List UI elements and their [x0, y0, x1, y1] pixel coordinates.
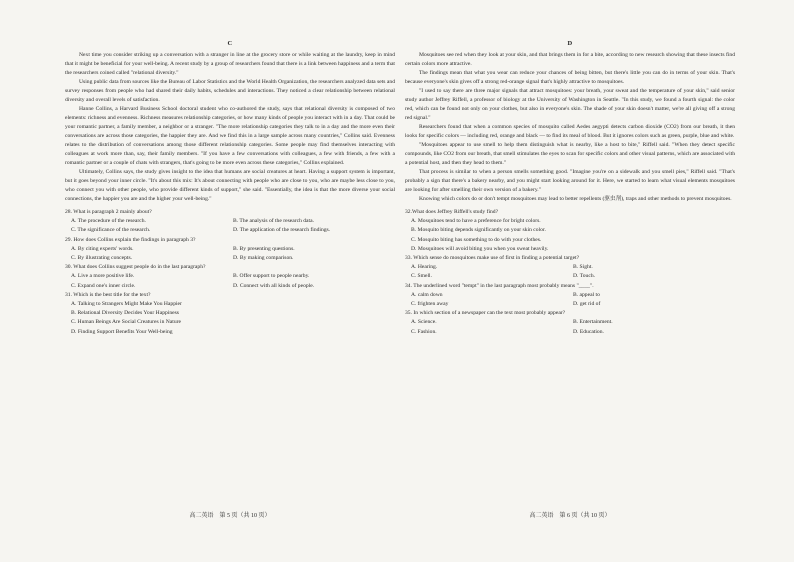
option: A. Talking to Strangers Might Make You Happier [71, 301, 182, 308]
option: D. Connect with all kinds of people. [233, 282, 315, 289]
option: C. By illustrating concepts. [71, 255, 133, 262]
question [405, 282, 735, 310]
option: B. Mosquito biting depends significantly on your skin color. [411, 227, 546, 234]
paragraph: Using public data from sources like the Bureau of Labor Statistics and the World Health Organization, the researchers analyzed data sets and survey responses from people who had shared their daily habits, schedules and interactions. They noticed a clear relationship between relational diversity and overall levels of satisfaction. [65, 79, 395, 103]
question-stem: 29. How does Collins explain the findings in paragraph 3? [65, 236, 196, 243]
paragraph: That process is similar to when a person smells something good. "Imagine you're on a sidewalk and you smell pies," Riffell said. "That's probably a sign that there's a bakery nearby, and you might start looking around for it. Here, we started to learn what visual elements mosquitoes are looking for after smelling their own version of a bakery." [405, 169, 735, 193]
question-stem: 35. In which section of a newspaper can the text most probably appear? [405, 310, 566, 317]
option: A. Mosquitoes tend to have a preference for bright colors. [411, 218, 541, 225]
paragraph: Next time you consider striking up a conversation with a stranger in line at the grocery store or while waiting at the laundry, keep in mind that it might be beneficial for your well-being. A recent study by a group of researchers found that there is a link between happiness and a term that the researchers coined called "relational diversity." [65, 52, 395, 76]
options [405, 318, 735, 336]
paragraph: Researchers found that when a common species of mosquito called Aedes aegypti detects carbon dioxide (CO2) from our breath, it then looks for specific colors — including red, orange and black — to find its meal of blood. But it ignores colors such as green, purple, blue and white. [405, 124, 735, 139]
paragraph: "Mosquitoes appear to use smell to help them distinguish what is nearby, like a host to bite," Riffell said. "When they detect specific compounds, like CO2 from our breath, that smell stimulates the eyes to scan for specific colors and other visual patterns, which are associated with a potential host, and then they head to them." [405, 142, 735, 166]
option: B. Relational Diversity Decides Your Happiness [71, 310, 179, 317]
options [65, 245, 395, 263]
option: A. Live a more positive life. [71, 273, 135, 280]
passage [405, 51, 735, 204]
option: D. Education. [573, 328, 604, 335]
question [65, 263, 395, 291]
paragraph: "I used to say there are three major signals that attract mosquitoes: your breath, your sweat and the temperature of your skin," said senior study author Jeffrey Riffell, a professor of biology at the University of Washington in Seattle. "In this study, we found a fourth signal: the color red, which can be found not only on your clothes, but also in everyone's skin. The shade of your skin doesn't matter, we're all giving off a strong red signal." [405, 88, 735, 121]
option: C. Human Beings Are Social Creatures in Nature [71, 319, 181, 326]
option: A. The procedure of the research. [71, 218, 146, 225]
options [405, 263, 735, 281]
question [65, 236, 395, 264]
options [65, 272, 395, 290]
page-6 [405, 40, 735, 337]
page-footer: 高二英语 第 5 页（共 10 页） [189, 513, 271, 519]
options [405, 217, 735, 254]
option: A. calm down [411, 291, 443, 298]
option: B. Offer support to people nearby. [233, 273, 310, 280]
options [405, 291, 735, 309]
option: B. The analysis of the research data. [233, 218, 314, 225]
option: D. Mosquitoes will avoid biting you when you sweat heavily. [411, 245, 549, 252]
question [405, 254, 735, 282]
questions [65, 208, 395, 337]
options [65, 300, 395, 337]
option: C. frighten away [411, 301, 449, 308]
option: B. By presenting questions. [233, 245, 295, 252]
question-stem: 30. What does Collins suggest people do in the last paragraph? [65, 264, 206, 271]
question-stem: 33. Which sense do mosquitoes make use of first in finding a potential target? [405, 255, 580, 262]
question [65, 291, 395, 337]
option: A. Hearing. [411, 264, 438, 271]
question [405, 309, 735, 337]
option: D. The application of the research findings. [233, 227, 331, 234]
paragraph: Ultimately, Collins says, the study gives insight to the idea that humans are social creatures at heart. Having a support system is important, but it goes beyond your inner circle. "It's about this mix: It's about connecting with people who are close to you, who are maybe less close to you, who connect you with other people, who provide different kinds of support," she said. "Essentially, the idea is that the more diverse your social connections, the happier you are and the higher your well-being." [65, 169, 395, 202]
option: A. By citing experts' words. [71, 245, 134, 252]
passage [65, 51, 395, 204]
paragraph: Mosquitoes see red when they look at your skin, and that brings them in for a bite, according to new research showing that these insects find certain colors more attractive. [405, 52, 735, 67]
question-stem: 32.What does Jeffrey Riffell's study find? [405, 209, 499, 215]
section-heading: C [227, 40, 233, 47]
option: D. Finding Support Benefits Your Well-being [71, 328, 173, 335]
option: C. Expand one's inner circle. [71, 282, 136, 289]
option: D. Touch. [573, 273, 596, 280]
page-5 [65, 40, 395, 337]
paragraph: The findings mean that what you wear can reduce your chances of being bitten, but there's little you can do in terms of your skin. That's because everyone's skin gives off a strong red-orange signal that's highly attractive to mosquitoes. [405, 70, 735, 85]
page-footer: 高二英语 第 6 页（共 10 页） [529, 513, 611, 519]
question-stem: 31. Which is the best title for the text? [65, 291, 151, 298]
option: D. get rid of [573, 301, 601, 308]
question-stem: 34. The underlined word "tempt" in the last paragraph most probably means "____". [405, 282, 594, 289]
question-stem: 28. What is paragraph 2 mainly about? [65, 209, 152, 215]
option: C. Smell. [411, 273, 432, 280]
paragraph: Knowing which colors do or don't tempt mosquitoes may lead to better repellents (驱虫剂), traps and other methods to prevent mosquitoes. [419, 196, 732, 202]
option: C. The significance of the research. [71, 227, 151, 234]
questions [405, 208, 735, 337]
option: A. Science. [411, 319, 437, 326]
question [405, 208, 735, 254]
option: C. Fashion. [411, 328, 437, 335]
option: C. Mosquito biting has something to do with your clothes. [411, 236, 542, 243]
question [65, 208, 395, 236]
section-heading: D [567, 40, 573, 47]
options [65, 217, 395, 235]
paragraph: Hanne Collins, a Harvard Business School doctoral student who co-authored the study, says that relational diversity is composed of two elements: richness and evenness. Richness measures relationship categories, or how many kinds of people you interact with in a day. That could be your romantic partner, a family member, a neighbor or a stranger. "The more relationship categories they talk to in a day and the more even their conversations are across those categories, the happier they are. And we find this in a large sample across many countries," Collins said. Evenness relates to the distribution of conversations among those different relationship categories. Some people may find themselves interacting with colleagues at work more than, say, their family members. "If you have a few conversations with colleagues, a few with friends, a few with a romantic partner or a couple of chats with strangers, that's going to be more even across these categories," Collins explained. [65, 106, 395, 166]
option: B. Entertainment. [573, 319, 613, 326]
option: D. By making comparison. [233, 255, 294, 262]
option: B. appeal to [573, 291, 600, 298]
option: B. Sight. [573, 264, 593, 271]
